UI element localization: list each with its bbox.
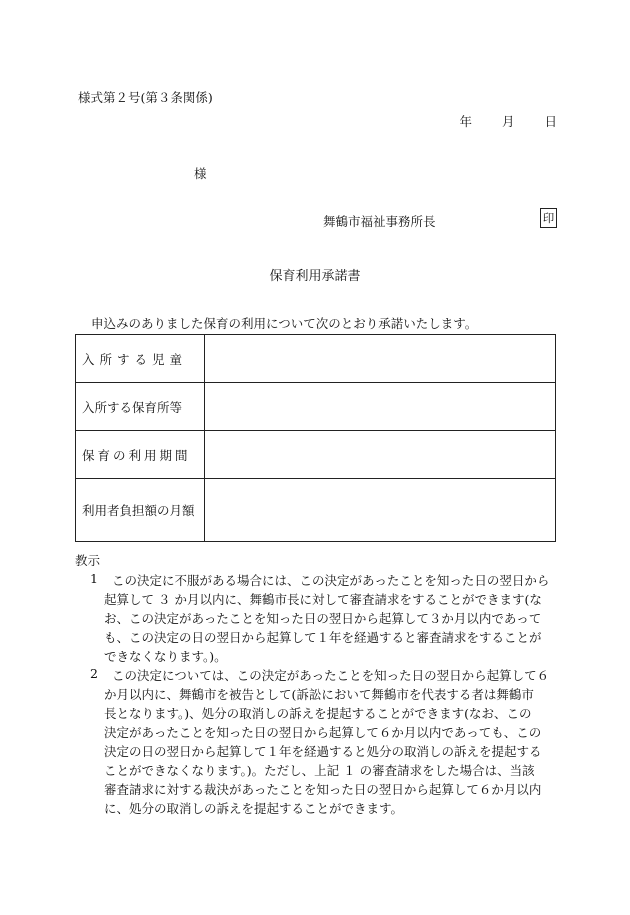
date-year-label: 年 bbox=[459, 114, 472, 129]
notice-line: 起算して ３ か月以内に、舞鶴市長に対して審査請求をすることができます(な bbox=[104, 592, 542, 607]
notice-line: この決定に不服がある場合には、この決定があったことを知った日の翌日から bbox=[112, 573, 550, 588]
seal-mark: 印 bbox=[540, 208, 557, 228]
info-table bbox=[75, 334, 556, 542]
row-value-monthly-fee bbox=[205, 479, 556, 542]
table-row bbox=[76, 479, 556, 542]
notice-item-2 bbox=[90, 666, 556, 818]
row-value-child bbox=[205, 335, 556, 383]
notice-line: 審査請求に対する裁決があったことを知った日の翌日から起算して６か月以内 bbox=[104, 782, 542, 797]
notice-line: お、この決定があったことを知った日の翌日から起算して３か月以内であって bbox=[104, 611, 542, 626]
notice-line: できなくなります。)。 bbox=[104, 649, 227, 664]
issuer-name: 舞鶴市福祉事務所長 bbox=[323, 214, 436, 229]
notice-line: か月以内に、舞鶴市を被告として(訴訟において舞鶴市を代表する者は舞鶴市 bbox=[104, 687, 534, 702]
date-row bbox=[459, 112, 557, 130]
notice-line: 決定の日の翌日から起算して１年を経過すると処分の取消しの訴えを提起する bbox=[104, 744, 542, 759]
row-label-monthly-fee: 利用者負担額の月額 bbox=[76, 479, 205, 542]
notice-item-number: 1 bbox=[90, 571, 98, 586]
date-month-label: 月 bbox=[501, 114, 515, 129]
notice-heading: 教示 bbox=[75, 553, 101, 568]
form-number: 様式第２号(第３条関係) bbox=[78, 90, 213, 105]
addressee-honorific: 様 bbox=[194, 166, 207, 181]
date-day-label: 日 bbox=[544, 114, 557, 129]
notice-line: この決定については、この決定があったことを知った日の翌日から起算して６ bbox=[112, 668, 550, 683]
table-row bbox=[76, 431, 556, 479]
row-label-facility: 入所する保育所等 bbox=[76, 383, 205, 431]
document-title: 保育利用承諾書 bbox=[269, 269, 361, 284]
row-value-facility bbox=[205, 383, 556, 431]
row-value-period bbox=[205, 431, 556, 479]
notice-item-1 bbox=[90, 571, 556, 666]
row-label-period: 保育の利用期間 bbox=[76, 431, 205, 479]
table-row bbox=[76, 383, 556, 431]
notice-line: ことができなくなります。)。ただし、上記 １ の審査請求をした場合は、当該 bbox=[104, 763, 535, 778]
row-label-child: 入所する児童 bbox=[76, 335, 205, 383]
notice-line: も、この決定の日の翌日から起算して１年を経過すると審査請求をすることが bbox=[104, 630, 542, 645]
notice-item-number: 2 bbox=[90, 666, 98, 681]
table-row bbox=[76, 335, 556, 383]
notice-line: 決定があったことを知った日の翌日から起算して６か月以内であっても、この bbox=[104, 725, 542, 740]
intro-text: 申込みのありました保育の利用について次のとおり承諾いたします。 bbox=[91, 316, 478, 331]
notice-line: に、処分の取消しの訴えを提起することができます。 bbox=[104, 801, 404, 816]
notice-line: 長となります。)、処分の取消しの訴えを提起することができます(なお、この bbox=[104, 706, 532, 721]
